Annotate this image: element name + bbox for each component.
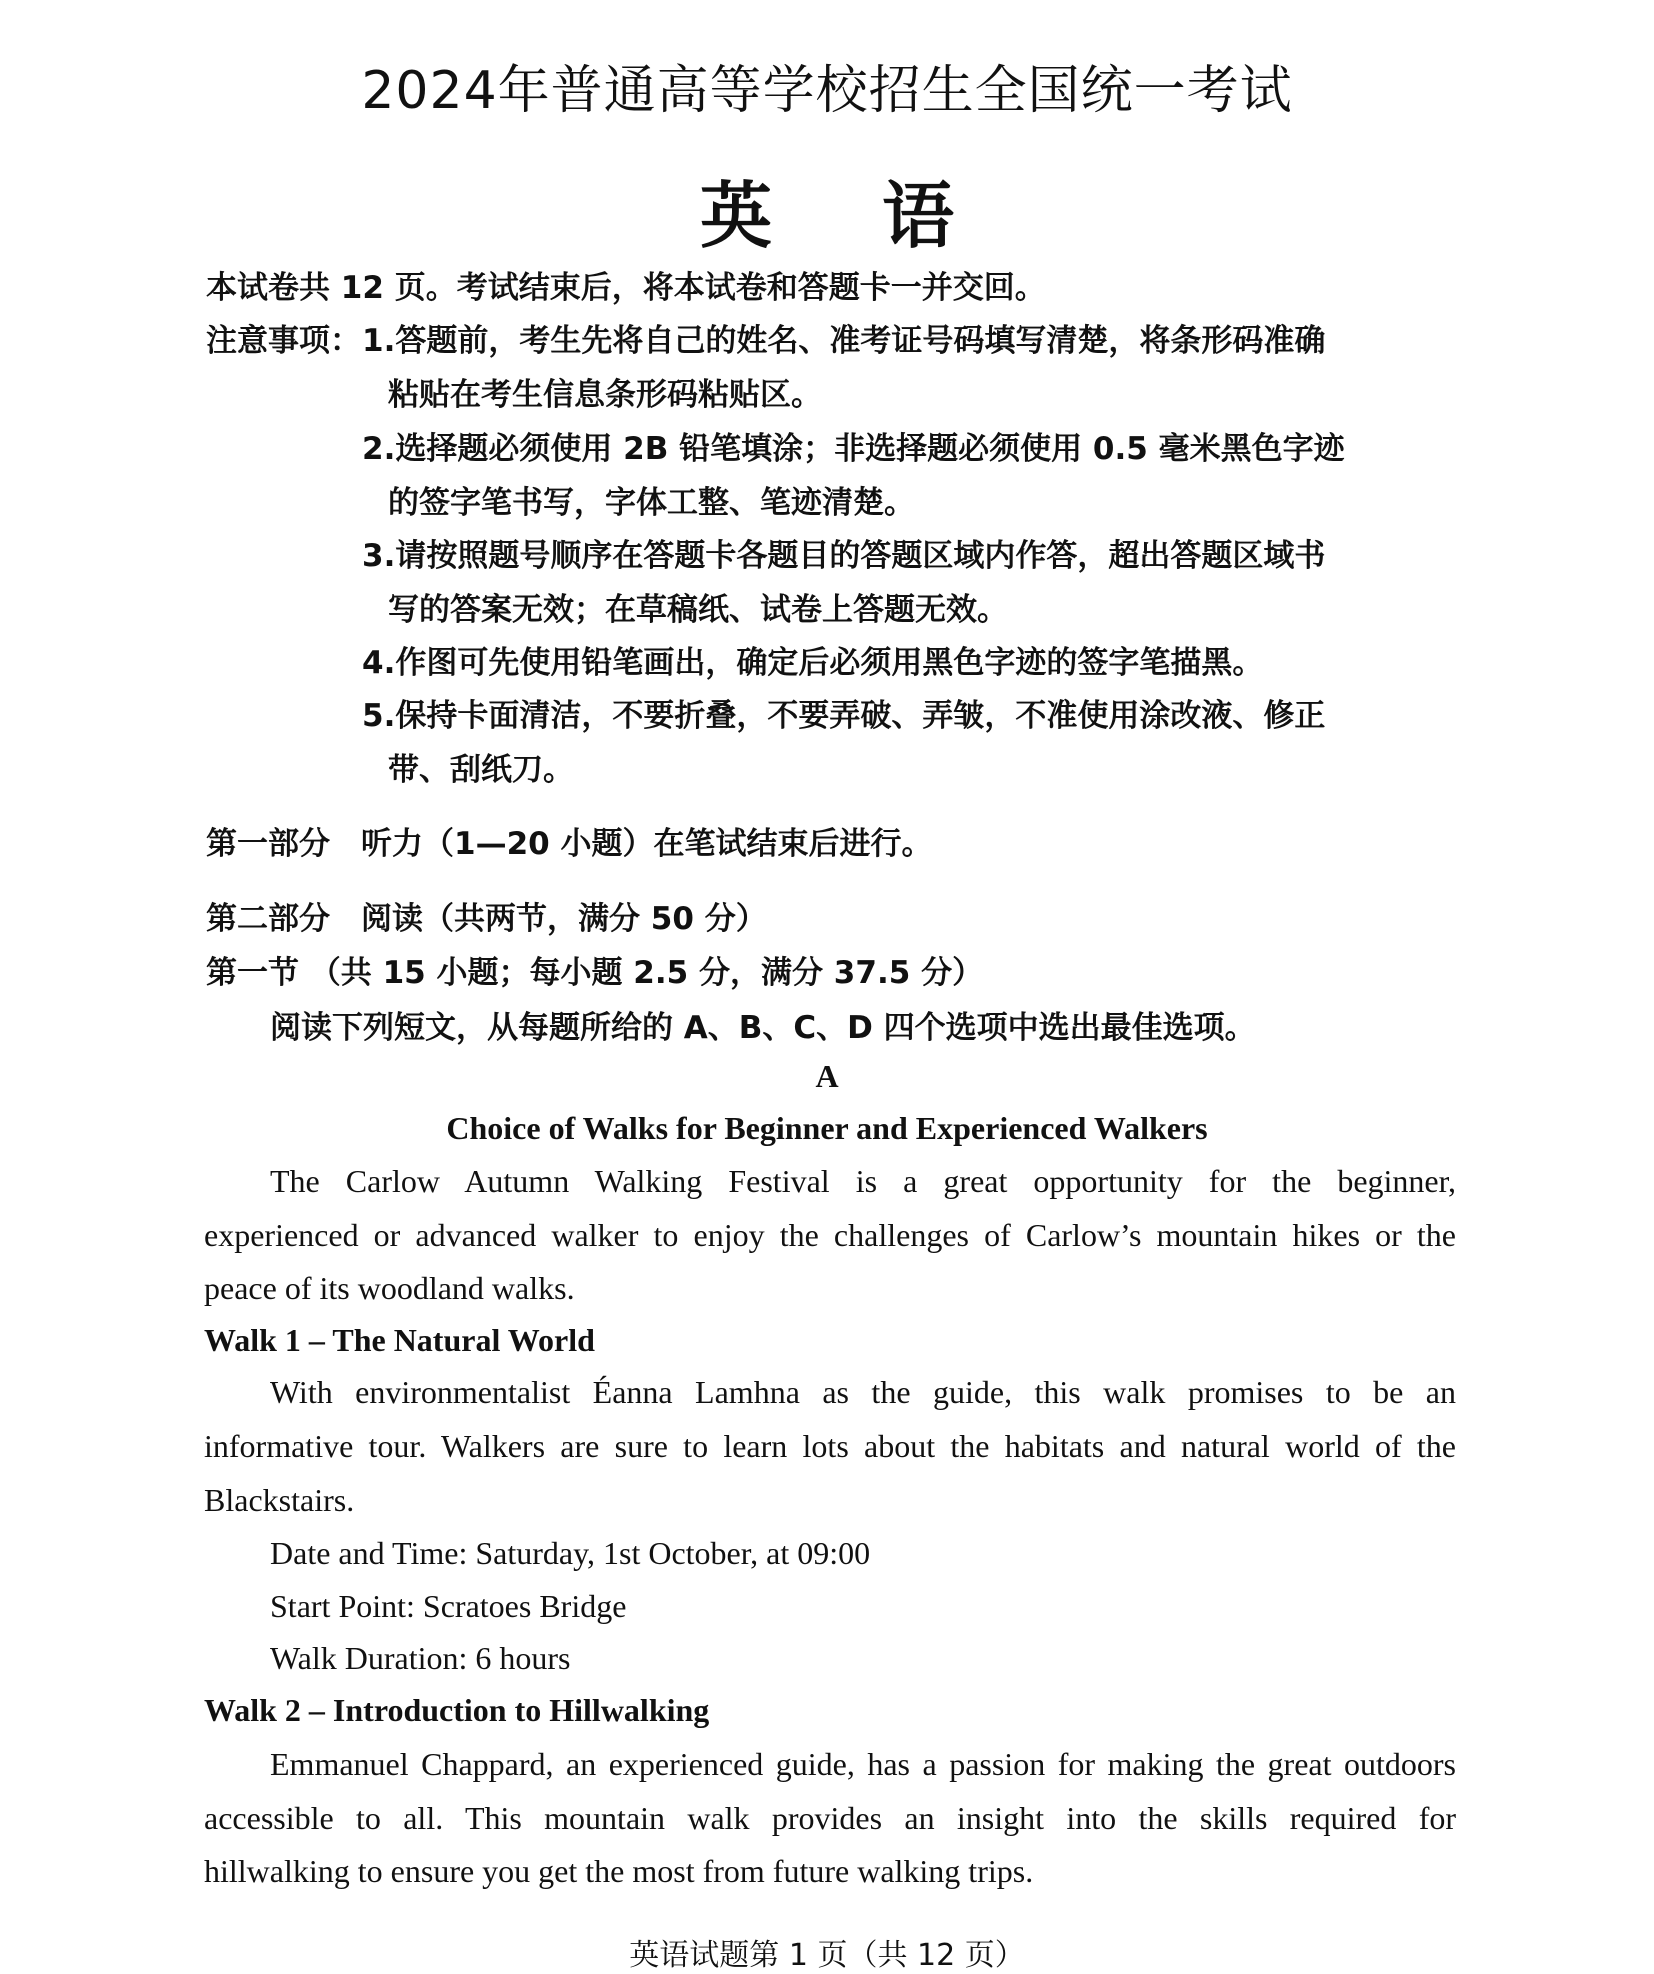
note-2-line2: 的签字笔书写，字体工整、笔迹清楚。: [388, 485, 915, 521]
part2-reading: 第二部分 阅读（共两节，满分 50 分）: [206, 901, 767, 937]
note-3-line1: 3.请按照题号顺序在答题卡各题目的答题区域内作答，超出答题区域书: [362, 538, 1326, 574]
note-1-line2: 粘贴在考生信息条形码粘贴区。: [388, 377, 822, 413]
passage-title: Choice of Walks for Beginner and Experienced Walkers: [446, 1110, 1208, 1146]
section1-heading: 第一节 （共 15 小题；每小题 2.5 分，满分 37.5 分）: [206, 955, 984, 991]
walk1-duration: Walk Duration: 6 hours: [270, 1640, 571, 1676]
walk1-date-time: Date and Time: Saturday, 1st October, at 09:00: [270, 1535, 871, 1571]
passage-letter: A: [815, 1058, 839, 1094]
walk2-line-2: accessible to all. This mountain walk provides an insight into the skills required for: [204, 1800, 1456, 1836]
note-5-line1: 5.保持卡面清洁，不要折叠，不要弄破、弄皱，不准使用涂改液、修正: [362, 698, 1326, 734]
walk2-line-1: Emmanuel Chappard, an experienced guide, has a passion for making the great outdoors: [270, 1746, 1456, 1782]
subject-char-2: 语: [882, 174, 955, 258]
note-3-line2: 写的答案无效；在草稿纸、试卷上答题无效。: [388, 592, 1008, 628]
exam-title: 2024年普通高等学校招生全国统一考试: [361, 61, 1293, 121]
reading-instruction: 阅读下列短文，从每题所给的 A、B、C、D 四个选项中选出最佳选项。: [270, 1010, 1256, 1046]
note-4-line1: 4.作图可先使用铅笔画出，确定后必须用黑色字迹的签字笔描黑。: [362, 645, 1264, 681]
subject-char-1: 英: [699, 174, 772, 258]
walk1-line-3: Blackstairs.: [204, 1482, 355, 1518]
walk2-heading: Walk 2 – Introduction to Hillwalking: [204, 1692, 710, 1728]
walk1-line-1: With environmentalist Éanna Lamhna as the guide, this walk promises to be an: [270, 1374, 1456, 1410]
part1-listening: 第一部分 听力（1—20 小题）在笔试结束后进行。: [206, 826, 933, 862]
walk1-start-point: Start Point: Scratoes Bridge: [270, 1588, 627, 1624]
page-footer: 英语试题第 1 页（共 12 页）: [629, 1938, 1025, 1973]
notes-label: 注意事项：: [206, 323, 361, 359]
intro-line-3: peace of its woodland walks.: [204, 1270, 575, 1306]
walk1-line-2: informative tour. Walkers are sure to learn lots about the habitats and natural world of the: [204, 1428, 1456, 1464]
walk2-line-3: hillwalking to ensure you get the most from future walking trips.: [204, 1853, 1034, 1889]
exam-intro: 本试卷共 12 页。考试结束后，将本试卷和答题卡一并交回。: [206, 270, 1046, 306]
intro-line-1: The Carlow Autumn Walking Festival is a great opportunity for the beginner,: [270, 1163, 1456, 1199]
walk1-heading: Walk 1 – The Natural World: [204, 1322, 595, 1358]
note-1-line1: 1.答题前，考生先将自己的姓名、准考证号码填写清楚，将条形码准确: [362, 323, 1326, 359]
subject-title: [0, 158, 1654, 262]
note-5-line2: 带、刮纸刀。: [388, 752, 574, 788]
note-2-line1: 2.选择题必须使用 2B 铅笔填涂；非选择题必须使用 0.5 毫米黑色字迹: [362, 431, 1345, 467]
intro-line-2: experienced or advanced walker to enjoy the challenges of Carlow’s mountain hikes or the: [204, 1217, 1456, 1253]
